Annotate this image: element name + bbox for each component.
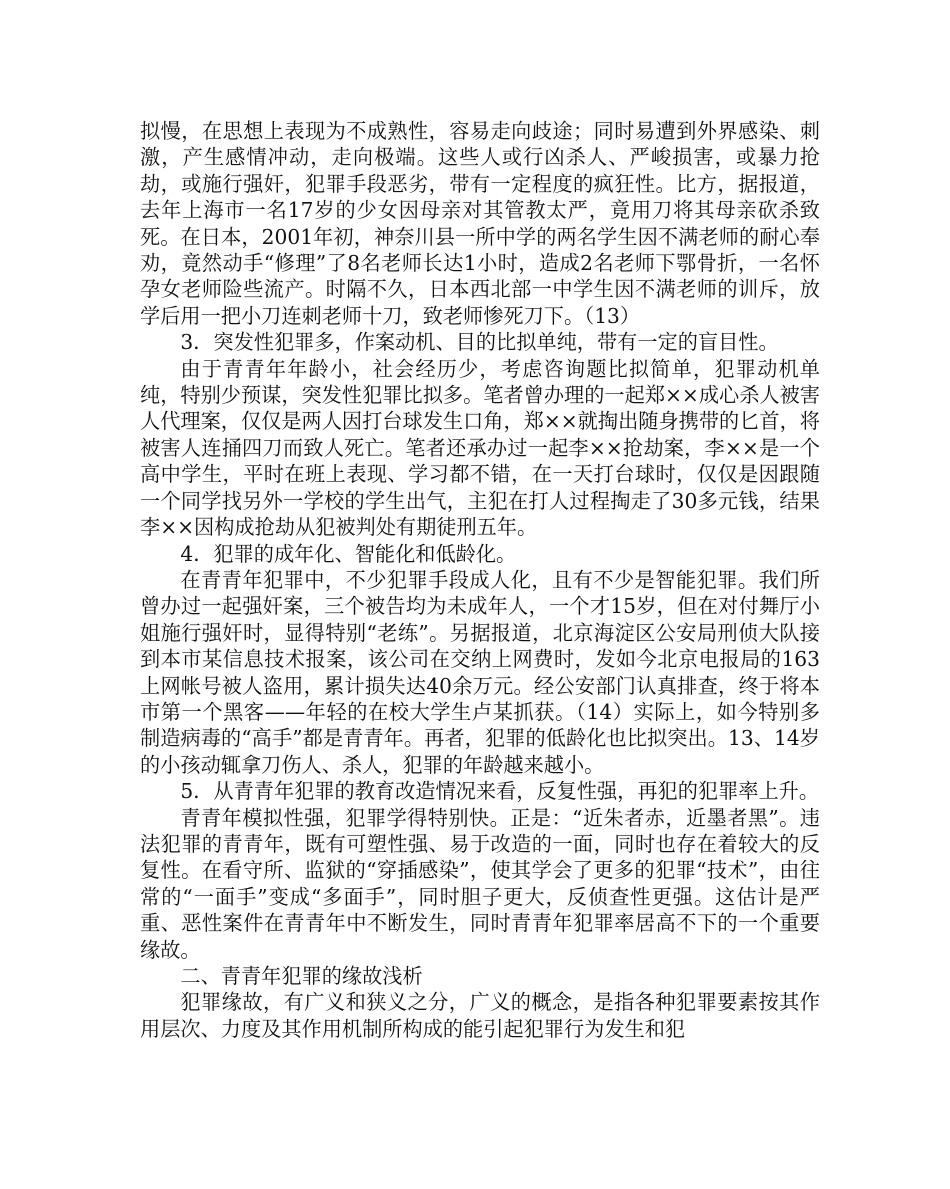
heading-point-5: 5．从青青年犯罪的教育改造情况来看，反复性强，再犯的犯罪率上升。 (180, 779, 820, 804)
document-page (140, 118, 820, 1042)
paragraph-point-5-body: 青青年模拟性强，犯罪学得特别快。正是：“近朱者赤，近墨者黑”。违法犯罪的青青年，既有可塑性强、易于改造的一面，同时也存在着较大的反复性。在看守所、监狱的“穿插感染”，使其学会了更多的犯罪“技术”，由往常的“一面手”变成“多面手”，同时胆子更大，反侦查性更强。这估计是严重、恶性案件在青青年中不断发生，同时青青年犯罪率居高不下的一个重要缘故。 (140, 805, 820, 962)
paragraph-point-4-body: 在青青年犯罪中，不少犯罪手段成人化，且有不少是智能犯罪。我们所曾办过一起强奸案，三个被告均为未成年人，一个才15岁，但在对付舞厅小姐施行强奸时，显得特别“老练”。另据报道，北京海淀区公安局刑侦大队接到本市某信息技术报案，该公司在交纳上网费时，发如今北京电报局的163上网帐号被人盗用，累计损失达40余万元。经公安部门认真排查，终于将本市第一个黑客——年轻的在校大学生卢某抓获。（14）实际上，如今特别多制造病毒的“高手”都是青青年。再者，犯罪的低龄化也比拟突出。13、14岁的小孩动辄拿刀伤人、杀人，犯罪的年龄越来越小。 (140, 567, 820, 777)
paragraph-point-3-body: 由于青青年年龄小，社会经历少，考虑咨询题比拟简单，犯罪动机单纯，特别少预谋，突发性犯罪比拟多。笔者曾办理的一起郑××成心杀人被害人代理案，仅仅是两人因打台球发生口角，郑××就掏出随身携带的匕首，将被害人连捅四刀而致人死亡。笔者还承办过一起李××抢劫案，李××是一个高中学生，平时在班上表现、学习都不错，在一天打台球时，仅仅是因跟随一个同学找另外一学校的学生出气，主犯在打人过程掏走了30多元钱，结果李××因构成抢劫从犯被判处有期徒刑五年。 (140, 356, 820, 540)
paragraph-1: 拟慢，在思想上表现为不成熟性，容易走向歧途；同时易遭到外界感染、刺激，产生感情冲动，走向极端。这些人或行凶杀人、严峻损害，或暴力抢劫，或施行强奸，犯罪手段恶劣，带有一定程度的疯狂性。比方，据报道，去年上海市一名17岁的少女因母亲对其管教太严，竟用刀将其母亲砍杀致死。在日本，2001年初，神奈川县一所中学的两名学生因不满老师的耐心奉劝，竟然动手“修理”了8名老师长达1小时，造成2名老师下鄂骨折，一名怀孕女老师险些流产。时隔不久，日本西北部一中学生因不满老师的训斥，放学后用一把小刀连刺老师十刀，致老师惨死刀下。（13） (140, 119, 820, 328)
heading-point-3: 3．突发性犯罪多，作案动机、目的比拟单纯，带有一定的盲目性。 (180, 330, 779, 355)
heading-point-4: 4．犯罪的成年化、智能化和低龄化。 (180, 541, 517, 566)
paragraph-section-2-body: 犯罪缘故，有广义和狭义之分，广义的概念，是指各种犯罪要素按其作用层次、力度及其作用机制所构成的能引起犯罪行为发生和犯 (140, 990, 820, 1041)
section-heading-2: 二、青青年犯罪的缘故浅析 (180, 964, 423, 988)
